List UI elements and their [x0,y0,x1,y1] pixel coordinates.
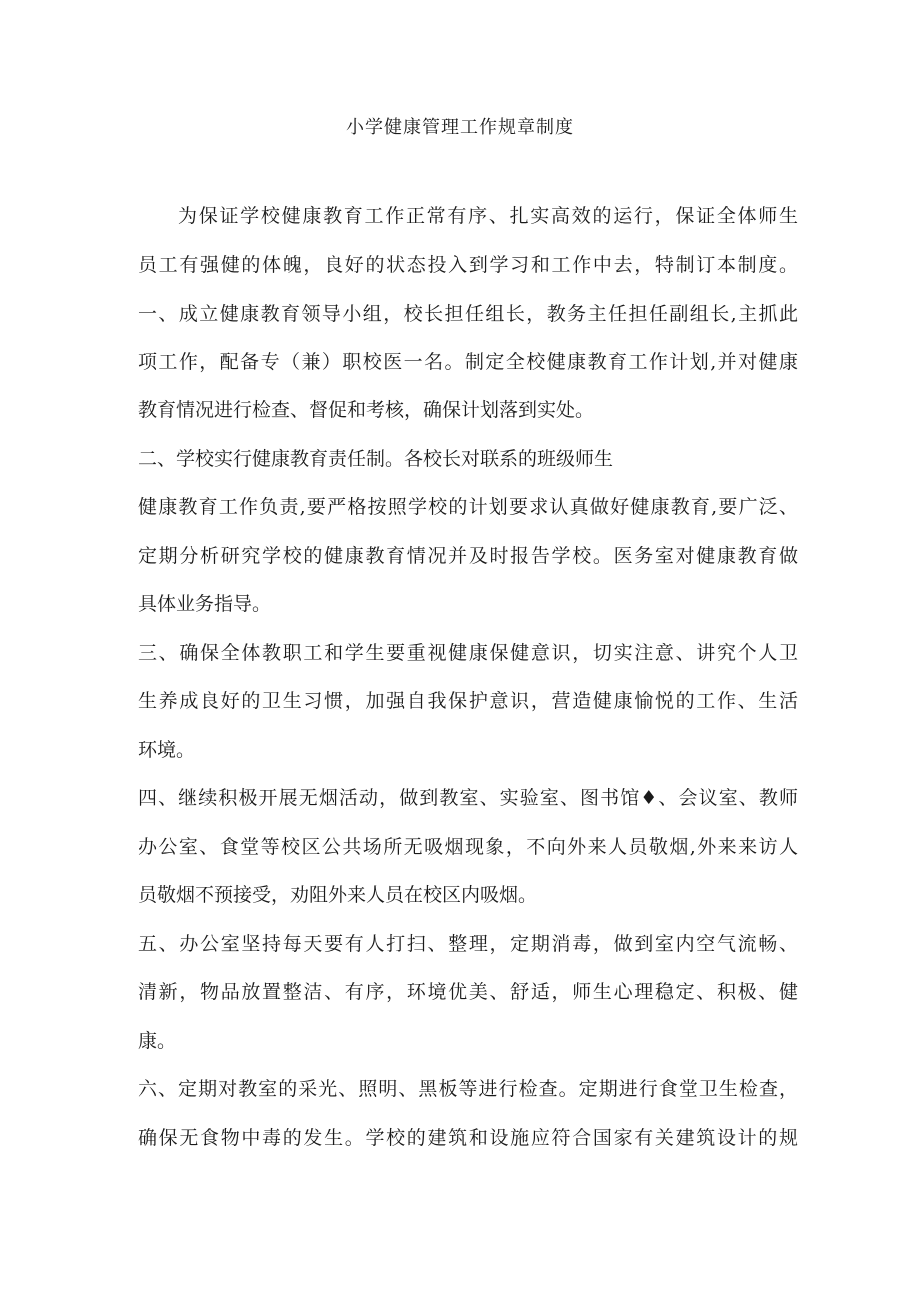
paragraph-line: 生养成良好的卫生习惯，加强自我保护意识，营造健康愉悦的工作、生活 [138,690,798,712]
paragraph-line: 员敬烟不预接受，劝阻外来人员在校区内吸烟。 [138,884,538,906]
paragraph-line: 五、办公室坚持每天要有人打扫、整理，定期消毒，做到室内空气流畅、 [138,933,798,955]
paragraph-line: 员工有强健的体魄，良好的状态投入到学习和工作中去，特制订本制度。 [138,254,798,276]
paragraph-line: 具体业务指导。 [138,593,272,615]
paragraph-line: 为保证学校健康教育工作正常有序、扎实高效的运行，保证全体师生 [178,205,798,227]
paragraph-line: 四、继续积极开展无烟活动，做到教室、实验室、图书馆♦、会议室、教师 [138,787,798,809]
paragraph-line: 定期分析研究学校的健康教育情况并及时报告学校。医务室对健康教育做 [138,545,798,567]
document-title: 小学健康管理工作规章制度 [346,117,574,138]
paragraph-line: 确保无食物中毒的发生。学校的建筑和设施应符合国家有关建筑设计的规 [138,1127,798,1149]
paragraph-line: 康。 [138,1030,177,1052]
paragraph-line: 教育情况进行检查、督促和考核，确保计划落到实处。 [138,399,595,421]
paragraph-line: 健康教育工作负责,要严格按照学校的计划要求认真做好健康教育,要广泛、 [138,496,798,518]
paragraph-line: 办公室、食堂等校区公共场所无吸烟现象，不向外来人员敬烟,外来来访人 [138,836,798,858]
paragraph-line: 三、确保全体教职工和学生要重视健康保健意识，切实注意、讲究个人卫 [138,642,798,664]
paragraph-line: 项工作，配备专（兼）职校医一名。制定全校健康教育工作计划,并对健康 [138,351,798,373]
paragraph-line: 环境。 [138,739,196,761]
paragraph-line: 一、成立健康教育领导小组，校长担任组长，教务主任担任副组长,主抓此 [138,303,798,325]
paragraph-line: 清新，物品放置整洁、有序，环境优美、舒适，师生心理稳定、积极、健 [138,981,798,1003]
paragraph-line: 六、定期对教室的采光、照明、黑板等进行检查。定期进行食堂卫生检查， [138,1078,798,1100]
paragraph-line: 二、学校实行健康教育责任制。各校长对联系的班级师生 [138,448,614,470]
